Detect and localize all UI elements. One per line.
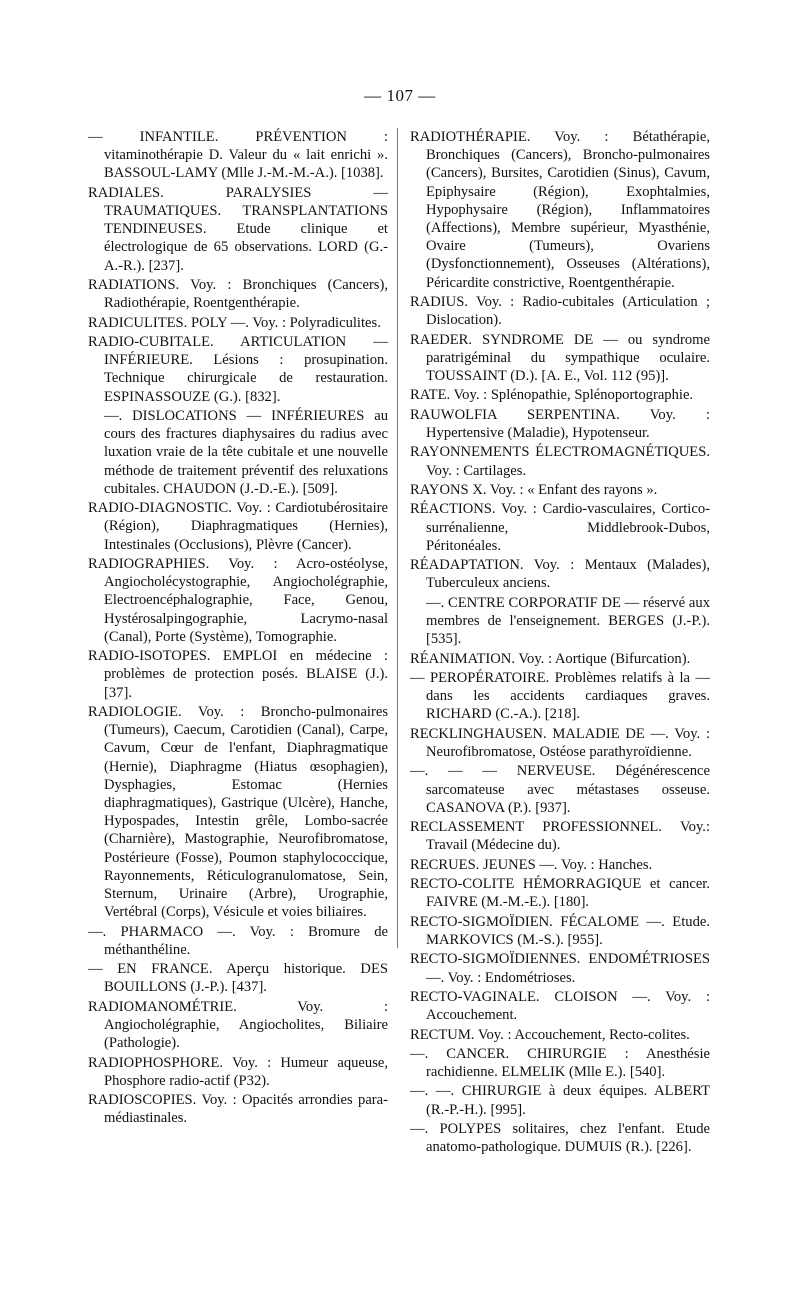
index-entry: —. CENTRE CORPORATIF DE — réservé aux membres de l'enseignement. BERGES (J.-P.). [535]. <box>426 594 710 648</box>
index-entry: —. POLYPES solitaires, chez l'enfant. Etude anatomo-pathologique. DUMUIS (R.). [226]. <box>410 1121 710 1156</box>
index-entry: RADIOSCOPIES. Voy. : Opacités arrondies para-médiastinales. <box>88 1092 388 1127</box>
index-entry: RADIO-DIAGNOSTIC. Voy. : Cardiotubérositaire (Région), Diaphragmatiques (Hernies), Intestinales (Occlusions), Plèvre (Cancer). <box>88 500 388 553</box>
index-entry: RADIOTHÉRAPIE. Voy. : Bétathérapie, Bronchiques (Cancers), Broncho-pulmonaires (Cancers), Bursites, Carotidien (Sinus), Cavum, Epiphysaire (Région), Exophtalmies, Hypophysaire (Région), Inflammatoires (Affections), Membre supérieur, Myasthénie, Ovaire (Tumeurs), Ovariens (Dysfonctionnement), Osseuses (Altérations), Péricardite constrictive, Roentgenthérapie. <box>410 129 710 291</box>
index-entry: RADIOGRAPHIES. Voy. : Acro-ostéolyse, Angiocholécystographie, Angiocholégraphie, Electroencéphalographie, Face, Genou, Hystérosalpingographie, Lacrymo-nasal (Canal), Porte (Système), Tomographie. <box>88 555 388 645</box>
index-entry: RATE. Voy. : Splénopathie, Splénoportographie. <box>410 387 694 404</box>
index-entry: — PEROPÉRATOIRE. Problèmes relatifs à la — dans les accidents cardiaques graves. RICHARD (C.-A.). [218]. <box>410 669 710 723</box>
index-entry: RADICULITES. POLY —. Voy. : Polyradiculites. <box>88 314 381 331</box>
index-entry: RADIOPHOSPHORE. Voy. : Humeur aqueuse, Phosphore radio-actif (P32). <box>88 1054 388 1089</box>
index-entry: RECLASSEMENT PROFESSIONNEL. Voy.: Travail (Médecine du). <box>410 819 710 854</box>
index-entry: RÉACTIONS. Voy. : Cardio-vasculaires, Cortico-surrénalienne, Middlebrook-Dubos, Péritonéales. <box>410 501 710 554</box>
index-entry: RAEDER. SYNDROME DE — ou syndrome paratrigéminal du sympathique oculaire. TOUSSAINT (D.). [A. E., Vol. 112 (95)]. <box>410 331 710 385</box>
index-entry: RECTO-SIGMOÏDIEN. FÉCALOME —. Etude. MARKOVICS (M.-S.). [955]. <box>410 913 710 948</box>
left-column <box>88 128 388 1129</box>
index-entry: RECTO-VAGINALE. CLOISON —. Voy. : Accouchement. <box>410 988 710 1024</box>
index-entry: RADIO-CUBITALE. ARTICULATION — INFÉRIEURE. Lésions : prosupination. Technique chirurgicale de restauration. ESPINASSOUZE (G.). [832]. <box>88 333 388 405</box>
index-entry: — EN FRANCE. Aperçu historique. DES BOUILLONS (J.-P.). [437]. <box>88 961 388 996</box>
index-entry: —. CANCER. CHIRURGIE : Anesthésie rachidienne. ELMELIK (Mlle E.). [540]. <box>410 1045 710 1081</box>
right-column <box>410 128 710 1158</box>
index-entry: RAUWOLFIA SERPENTINA. Voy. : Hypertensive (Maladie), Hypotenseur. <box>410 406 710 441</box>
page-number: — 107 — <box>364 86 436 105</box>
index-entry: RAYONNEMENTS ÉLECTROMAGNÉTIQUES. Voy. : Cartilages. <box>410 444 710 479</box>
index-entry: RADIUS. Voy. : Radio-cubitales (Articulation ; Dislocation). <box>410 294 710 329</box>
index-entry: — INFANTILE. PRÉVENTION : vitaminothérapie D. Valeur du « lait enrichi ». BASSOUL-LAMY (Mlle J.-M.-M.-A.). [1038]. <box>88 129 388 182</box>
index-entry: —. DISLOCATIONS — INFÉRIEURES au cours des fractures diaphysaires du radius avec luxation vraie de la tête cubitale et une nouvelle méthode de traitement préventif des reluxations cubitales. CHAUDON (J.-D.-E.). [509]. <box>104 407 388 497</box>
index-entry: —. PHARMACO —. Voy. : Bromure de méthanthéline. <box>88 923 388 958</box>
index-entry: RECTO-SIGMOÏDIENNES. ENDOMÉTRIOSES —. Voy. : Endométrioses. <box>410 951 710 986</box>
index-entry: RECKLINGHAUSEN. MALADIE DE —. Voy. : Neurofibromatose, Ostéose parathyroïdienne. <box>410 725 710 760</box>
index-entry: RADIO-ISOTOPES. EMPLOI en médecine : problèmes de protection posés. BLAISE (J.). [37]. <box>88 648 388 701</box>
index-entry: RADIOMANOMÉTRIE. Voy. : Angiocholégraphie, Angiocholites, Biliaire (Pathologie). <box>88 998 388 1052</box>
index-entry: —. — — NERVEUSE. Dégénérescence sarcomateuse avec métastases osseuse. CASANOVA (P.). [937]. <box>410 763 710 816</box>
index-entry: RECTO-COLITE HÉMORRAGIQUE et cancer. FAIVRE (M.-M.-E.). [180]. <box>410 876 710 911</box>
index-entry: —. —. CHIRURGIE à deux équipes. ALBERT (R.-P.-H.). [995]. <box>410 1083 710 1118</box>
column-divider <box>397 128 398 948</box>
index-entry: RADIALES. PARALYSIES — TRAUMATIQUES. TRANSPLANTATIONS TENDINEUSES. Etude clinique et électrologique de 65 observations. LORD (G.-A.-R.). [237]. <box>88 184 388 274</box>
index-entry: RADIOLOGIE. Voy. : Broncho-pulmonaires (Tumeurs), Caecum, Carotidien (Canal), Carpe, Cavum, Cœur de l'enfant, Diaphragmatique (Hernie), Diaphragme (Hiatus œsophagien), Dysphagies, Estomac (Hernies diaphragmatiques), Gastrique (Ulcère), Hanche, Hypospades, Intestin grêle, Lombo-sacrée (Charnière), Mastographie, Neurofibromatose, Postérieure (Fosse), Poumon staphylococcique, Rayonnements, Réticulogranulomatose, Sein, Sternum, Urinaire (Arbre), Urographie, Vertébral (Corps), Vésicule et voies biliaires. <box>88 703 388 921</box>
index-entry: RECRUES. JEUNES —. Voy. : Hanches. <box>410 856 653 873</box>
index-entry: RAYONS X. Voy. : « Enfant des rayons ». <box>410 481 658 498</box>
index-entry: RÉANIMATION. Voy. : Aortique (Bifurcation). <box>410 650 691 667</box>
index-entry: RADIATIONS. Voy. : Bronchiques (Cancers), Radiothérapie, Roentgenthérapie. <box>88 277 388 312</box>
index-entry: RÉADAPTATION. Voy. : Mentaux (Malades), Tuberculeux anciens. <box>410 557 710 592</box>
index-entry: RECTUM. Voy. : Accouchement, Recto-colites. <box>410 1026 690 1043</box>
